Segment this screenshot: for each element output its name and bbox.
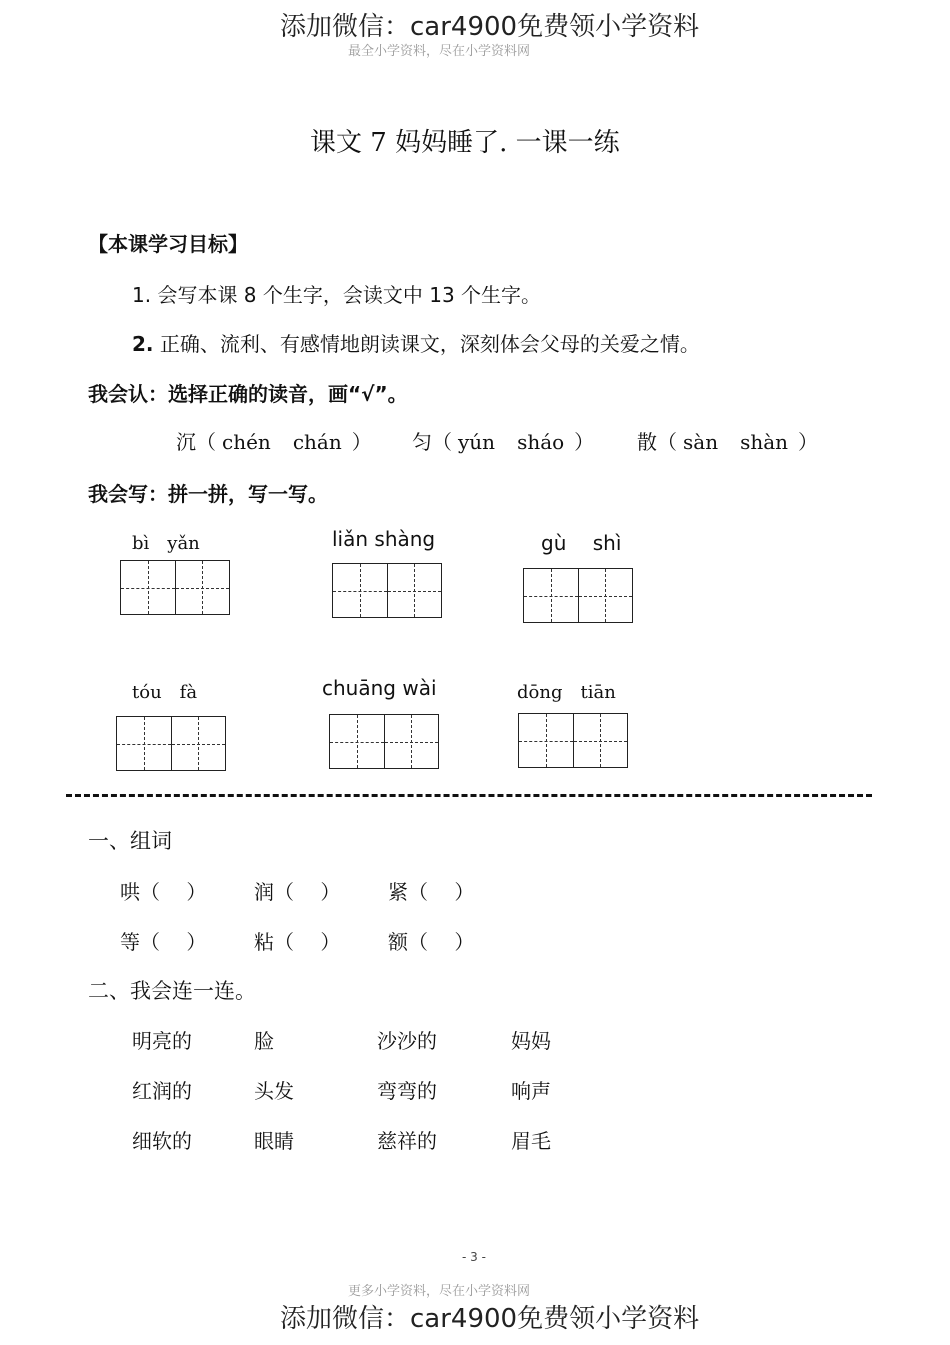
match-word[interactable]: 脸 bbox=[254, 1029, 274, 1053]
char: 沉 bbox=[176, 430, 196, 454]
page-number: - 3 - bbox=[462, 1250, 486, 1264]
match-word[interactable]: 响声 bbox=[511, 1079, 551, 1103]
match-word[interactable]: 头发 bbox=[254, 1079, 294, 1103]
answer-blank[interactable]: （ ） bbox=[408, 880, 475, 904]
pinyin-option-a[interactable]: yún bbox=[458, 430, 496, 454]
match-word[interactable]: 细软的 bbox=[132, 1129, 192, 1153]
recognize-item-1 bbox=[176, 426, 372, 455]
paren-close: ） bbox=[574, 430, 595, 454]
goal-item-1 bbox=[132, 279, 541, 308]
faint-header-text: 最全小学资料，尽在小学资料网 bbox=[348, 44, 531, 59]
pinyin-option-b[interactable]: chán bbox=[292, 430, 342, 454]
answer-blank[interactable]: （ ） bbox=[274, 880, 341, 904]
char: 哄 bbox=[120, 880, 140, 904]
match-word[interactable]: 明亮的 bbox=[132, 1029, 192, 1053]
word-group-item bbox=[388, 876, 474, 905]
faint-footer-text: 更多小学资料，尽在小学资料网 bbox=[348, 1284, 531, 1299]
char: 等 bbox=[120, 930, 140, 954]
part2-heading: 二、我会连一连。 bbox=[88, 979, 256, 1003]
match-word[interactable]: 眼睛 bbox=[254, 1129, 294, 1153]
paren-close: ） bbox=[351, 430, 372, 454]
pinyin-label: bì yǎn bbox=[132, 533, 200, 554]
match-word[interactable]: 红润的 bbox=[132, 1079, 192, 1103]
tianzige-box[interactable] bbox=[523, 568, 633, 623]
match-word[interactable]: 慈祥的 bbox=[377, 1129, 437, 1153]
char: 润 bbox=[254, 880, 274, 904]
paren-close: ） bbox=[798, 430, 819, 454]
recognize-item-3 bbox=[637, 426, 818, 455]
pinyin-option-a[interactable]: sàn bbox=[683, 430, 719, 454]
goals-heading: 【本课学习目标】 bbox=[88, 232, 248, 256]
section-divider bbox=[66, 794, 872, 797]
match-word[interactable]: 眉毛 bbox=[511, 1129, 551, 1153]
answer-blank[interactable]: （ ） bbox=[140, 880, 207, 904]
watermark-top: 添加微信：car4900免费领小学资料 bbox=[280, 12, 700, 42]
match-word[interactable]: 沙沙的 bbox=[377, 1029, 437, 1053]
answer-blank[interactable]: （ ） bbox=[274, 930, 341, 954]
word-group-item bbox=[254, 876, 340, 905]
recognize-heading: 我会认：选择正确的读音，画“√”。 bbox=[88, 382, 408, 406]
pinyin-label: gù shì bbox=[541, 531, 622, 555]
paren-open: （ bbox=[432, 430, 452, 454]
pinyin-option-a[interactable]: chén bbox=[222, 430, 271, 454]
write-heading: 我会写：拼一拼，写一写。 bbox=[88, 482, 328, 506]
pinyin-option-b[interactable]: sháo bbox=[517, 430, 565, 454]
paren-open: （ bbox=[657, 430, 677, 454]
pinyin-label: dōng tiān bbox=[517, 682, 616, 703]
tianzige-box[interactable] bbox=[329, 714, 439, 769]
goal-item-2 bbox=[132, 328, 700, 357]
tianzige-box[interactable] bbox=[116, 716, 226, 771]
tianzige-box[interactable] bbox=[120, 560, 230, 615]
pinyin-label: liǎn shàng bbox=[332, 527, 436, 551]
answer-blank[interactable]: （ ） bbox=[408, 930, 475, 954]
char: 额 bbox=[388, 930, 408, 954]
goal-number: 2. bbox=[132, 332, 154, 356]
watermark-bottom: 添加微信：car4900免费领小学资料 bbox=[280, 1304, 700, 1334]
tianzige-box[interactable] bbox=[332, 563, 442, 618]
char: 粘 bbox=[254, 930, 274, 954]
goal-text: 正确、流利、有感情地朗读课文，深刻体会父母的关爱之情。 bbox=[159, 332, 700, 356]
word-group-item bbox=[120, 926, 206, 955]
match-word[interactable]: 妈妈 bbox=[511, 1029, 551, 1053]
goal-text: 会写本课 8 个生字，会读文中 13 个生字。 bbox=[157, 283, 542, 307]
pinyin-label: chuāng wài bbox=[322, 676, 437, 700]
pinyin-label: tóu fà bbox=[132, 682, 198, 703]
goal-number: 1. bbox=[132, 283, 152, 307]
char: 匀 bbox=[412, 430, 432, 454]
page-title: 课文 7 妈妈睡了. 一课一练 bbox=[310, 128, 620, 158]
char: 紧 bbox=[388, 880, 408, 904]
recognize-item-2 bbox=[412, 426, 594, 455]
tianzige-box[interactable] bbox=[518, 713, 628, 768]
paren-open: （ bbox=[196, 430, 216, 454]
match-word[interactable]: 弯弯的 bbox=[377, 1079, 437, 1103]
word-group-item bbox=[120, 876, 206, 905]
char: 散 bbox=[637, 430, 657, 454]
word-group-item bbox=[388, 926, 474, 955]
part1-heading: 一、组词 bbox=[88, 829, 172, 853]
pinyin-option-b[interactable]: shàn bbox=[740, 430, 789, 454]
answer-blank[interactable]: （ ） bbox=[140, 930, 207, 954]
word-group-item bbox=[254, 926, 340, 955]
